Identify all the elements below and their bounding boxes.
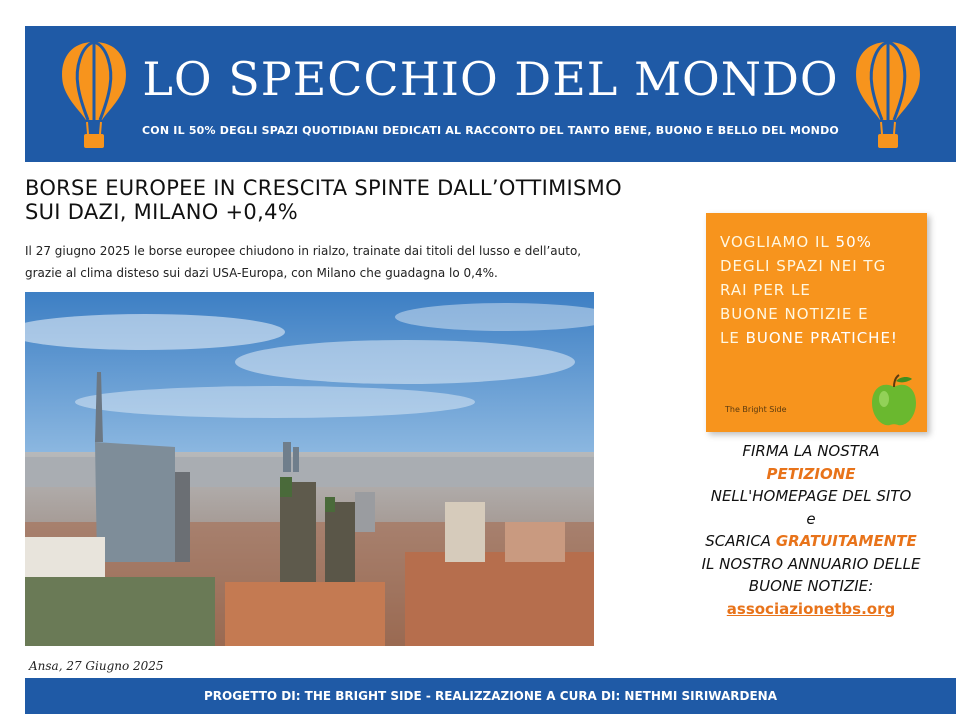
promo-line-3: RAI PER LE bbox=[720, 281, 811, 299]
petition-keyword: PETIZIONE bbox=[766, 464, 856, 483]
petition-line-1: FIRMA LA NOSTRA bbox=[742, 442, 880, 460]
hot-air-balloon-icon bbox=[851, 38, 925, 150]
petition-free-keyword: GRATUITAMENTE bbox=[775, 532, 917, 550]
petition-line-6: IL NOSTRO ANNUARIO DELLE bbox=[701, 554, 921, 573]
footer-credits: PROGETTO DI: THE BRIGHT SIDE - REALIZZAZIONE A CURA DI: NETHMI SIRIWARDENA bbox=[203, 689, 778, 703]
footer-bar bbox=[25, 678, 956, 714]
petition-line-3: NELL'HOMEPAGE DEL SITO bbox=[710, 487, 912, 505]
petition-line-4: e bbox=[806, 509, 816, 528]
promo-line-5: LE bbox=[720, 329, 746, 347]
masthead-subtitle: CON IL 50% DEGLI SPAZI QUOTIDIANI DEDICATI AL RACCONTO DEL TANTO BENE, BUONO E BELLO DEL MONDO bbox=[142, 124, 839, 137]
promo-text bbox=[720, 230, 925, 350]
petition-line-7: BUONE NOTIZIE: bbox=[748, 577, 874, 595]
promo-line-1: VOGLIAMO IL bbox=[720, 233, 836, 251]
headline-line-2: SUI DAZI, MILANO +0,4% bbox=[25, 200, 298, 224]
promo-highlight-50: 50% bbox=[835, 233, 872, 251]
milan-skyline-photo bbox=[25, 292, 594, 646]
promo-line-2: DEGLI SPAZI NEI TG bbox=[720, 257, 887, 275]
article-lead: Il 27 giugno 2025 le borse europee chiudono in rialzo, trainate dai titoli del lusso e dell’auto, grazie al clima disteso sui dazi USA-Europa, con Milano che guadagna lo 0,4%. bbox=[25, 244, 582, 280]
article-headline bbox=[25, 176, 625, 224]
green-apple-icon bbox=[866, 373, 922, 429]
petition-promo-card bbox=[706, 213, 927, 432]
promo-line-4: BUONE NOTIZIE E bbox=[720, 305, 869, 323]
promo-signature: The Bright Side bbox=[725, 405, 787, 414]
masthead-title: LO SPECCHIO DEL MONDO bbox=[142, 52, 839, 106]
headline-line-1: BORSE EUROPEE IN CRESCITA SPINTE DALL’OTTIMISMO bbox=[25, 176, 622, 200]
petition-call-to-action bbox=[676, 440, 946, 620]
promo-highlight-practices: BUONE PRATICHE! bbox=[745, 329, 898, 347]
website-link[interactable]: associazionetbs.org bbox=[726, 599, 896, 618]
petition-line-5: SCARICA bbox=[705, 532, 776, 550]
masthead bbox=[25, 26, 956, 162]
article-source: Ansa, 27 Giugno 2025 bbox=[29, 659, 164, 673]
